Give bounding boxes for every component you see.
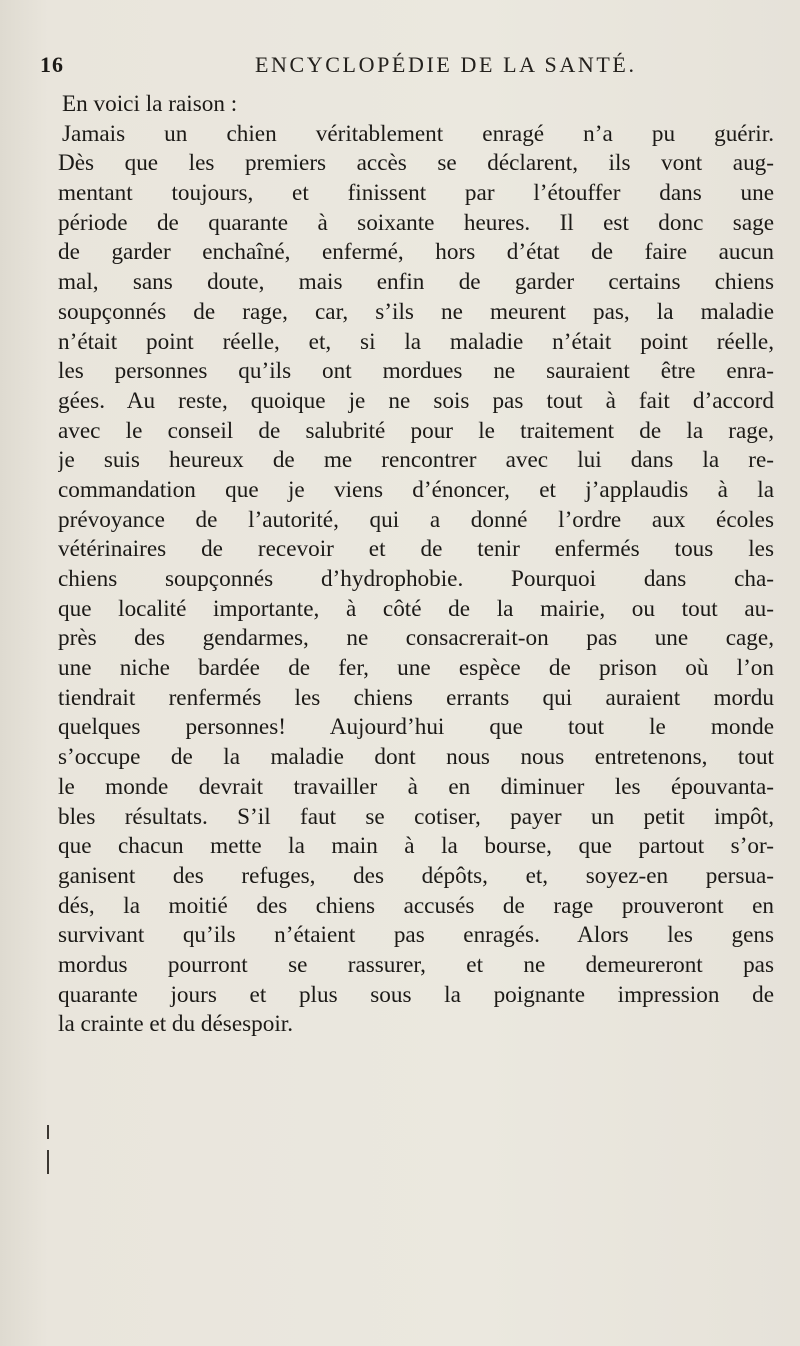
page-number: 16 [40, 52, 64, 77]
text-line: mentant toujours, et finissent par l’étouffer dans une [58, 180, 774, 207]
text-line: tiendrait renfermés les chiens errants qui auraient mordu [58, 684, 774, 711]
text-line: mal, sans doute, mais enfin de garder certains chiens [58, 269, 774, 296]
margin-mark [47, 1150, 49, 1174]
text-line: ganisent des refuges, des dépôts, et, soyez-en persua- [58, 862, 774, 889]
text-line: avec le conseil de salubrité pour le traitement de la rage, [58, 417, 774, 444]
text-line: chiens soupçonnés d’hydrophobie. Pourquoi dans cha- [58, 566, 774, 592]
text-line: la crainte et du désespoir. [58, 1011, 294, 1038]
text-line: commandation que je viens d’énoncer, et j’applaudis à la [58, 476, 774, 503]
text-line: quelques personnes! Aujourd’hui que tout le monde [58, 714, 774, 741]
text-line: s’occupe de la maladie dont nous nous entretenons, tout [58, 744, 774, 771]
text-line: Dès que les premiers accès se déclarent, ils vont aug- [58, 150, 774, 177]
page-header [40, 52, 780, 92]
text-line: quarante jours et plus sous la poignante impression de [58, 981, 774, 1008]
text-line: que chacun mette la main à la bourse, que partout s’or- [58, 833, 774, 860]
text-line: prévoyance de l’autorité, qui a donné l’ordre aux écoles [58, 506, 774, 533]
text-line: vétérinaires de recevoir et de tenir enfermés tous les [58, 536, 774, 563]
text-line: de garder enchaîné, enfermé, hors d’état de faire aucun [58, 239, 774, 266]
text-line: gées. Au reste, quoique je ne sois pas tout à fait d’accord [58, 387, 774, 414]
text-line: soupçonnés de rage, car, s’ils ne meurent pas, la maladie [58, 298, 774, 325]
body-text [58, 90, 774, 1040]
text-line: je suis heureux de me rencontrer avec lui dans la re- [58, 447, 774, 474]
text-line: période de quarante à soixante heures. Il est donc sage [58, 209, 774, 236]
margin-mark [47, 1125, 49, 1139]
text-line: n’était point réelle, et, si la maladie n’était point réelle, [58, 328, 774, 355]
text-line: survivant qu’ils n’étaient pas enragés. Alors les gens [58, 922, 774, 949]
text-line: En voici la raison : [62, 91, 238, 117]
text-line: les personnes qu’ils ont mordues ne sauraient être enra- [58, 358, 774, 385]
text-line: dés, la moitié des chiens accusés de rage prouveront en [58, 892, 774, 919]
text-line: mordus pourront se rassurer, et ne demeureront pas [58, 951, 774, 978]
text-line: bles résultats. S’il faut se cotiser, payer un petit impôt, [58, 803, 774, 830]
text-line: que localité importante, à côté de la mairie, ou tout au- [58, 595, 774, 622]
text-line: Jamais un chien véritablement enragé n’a pu guérir. [62, 120, 774, 147]
text-line: près des gendarmes, ne consacrerait-on pas une cage, [58, 625, 774, 652]
text-line: le monde devrait travailler à en diminuer les épouvanta- [58, 773, 774, 800]
text-line: une niche bardée de fer, une espèce de prison où l’on [58, 655, 774, 682]
running-title: ENCYCLOPÉDIE DE LA SANTÉ. [255, 52, 637, 77]
